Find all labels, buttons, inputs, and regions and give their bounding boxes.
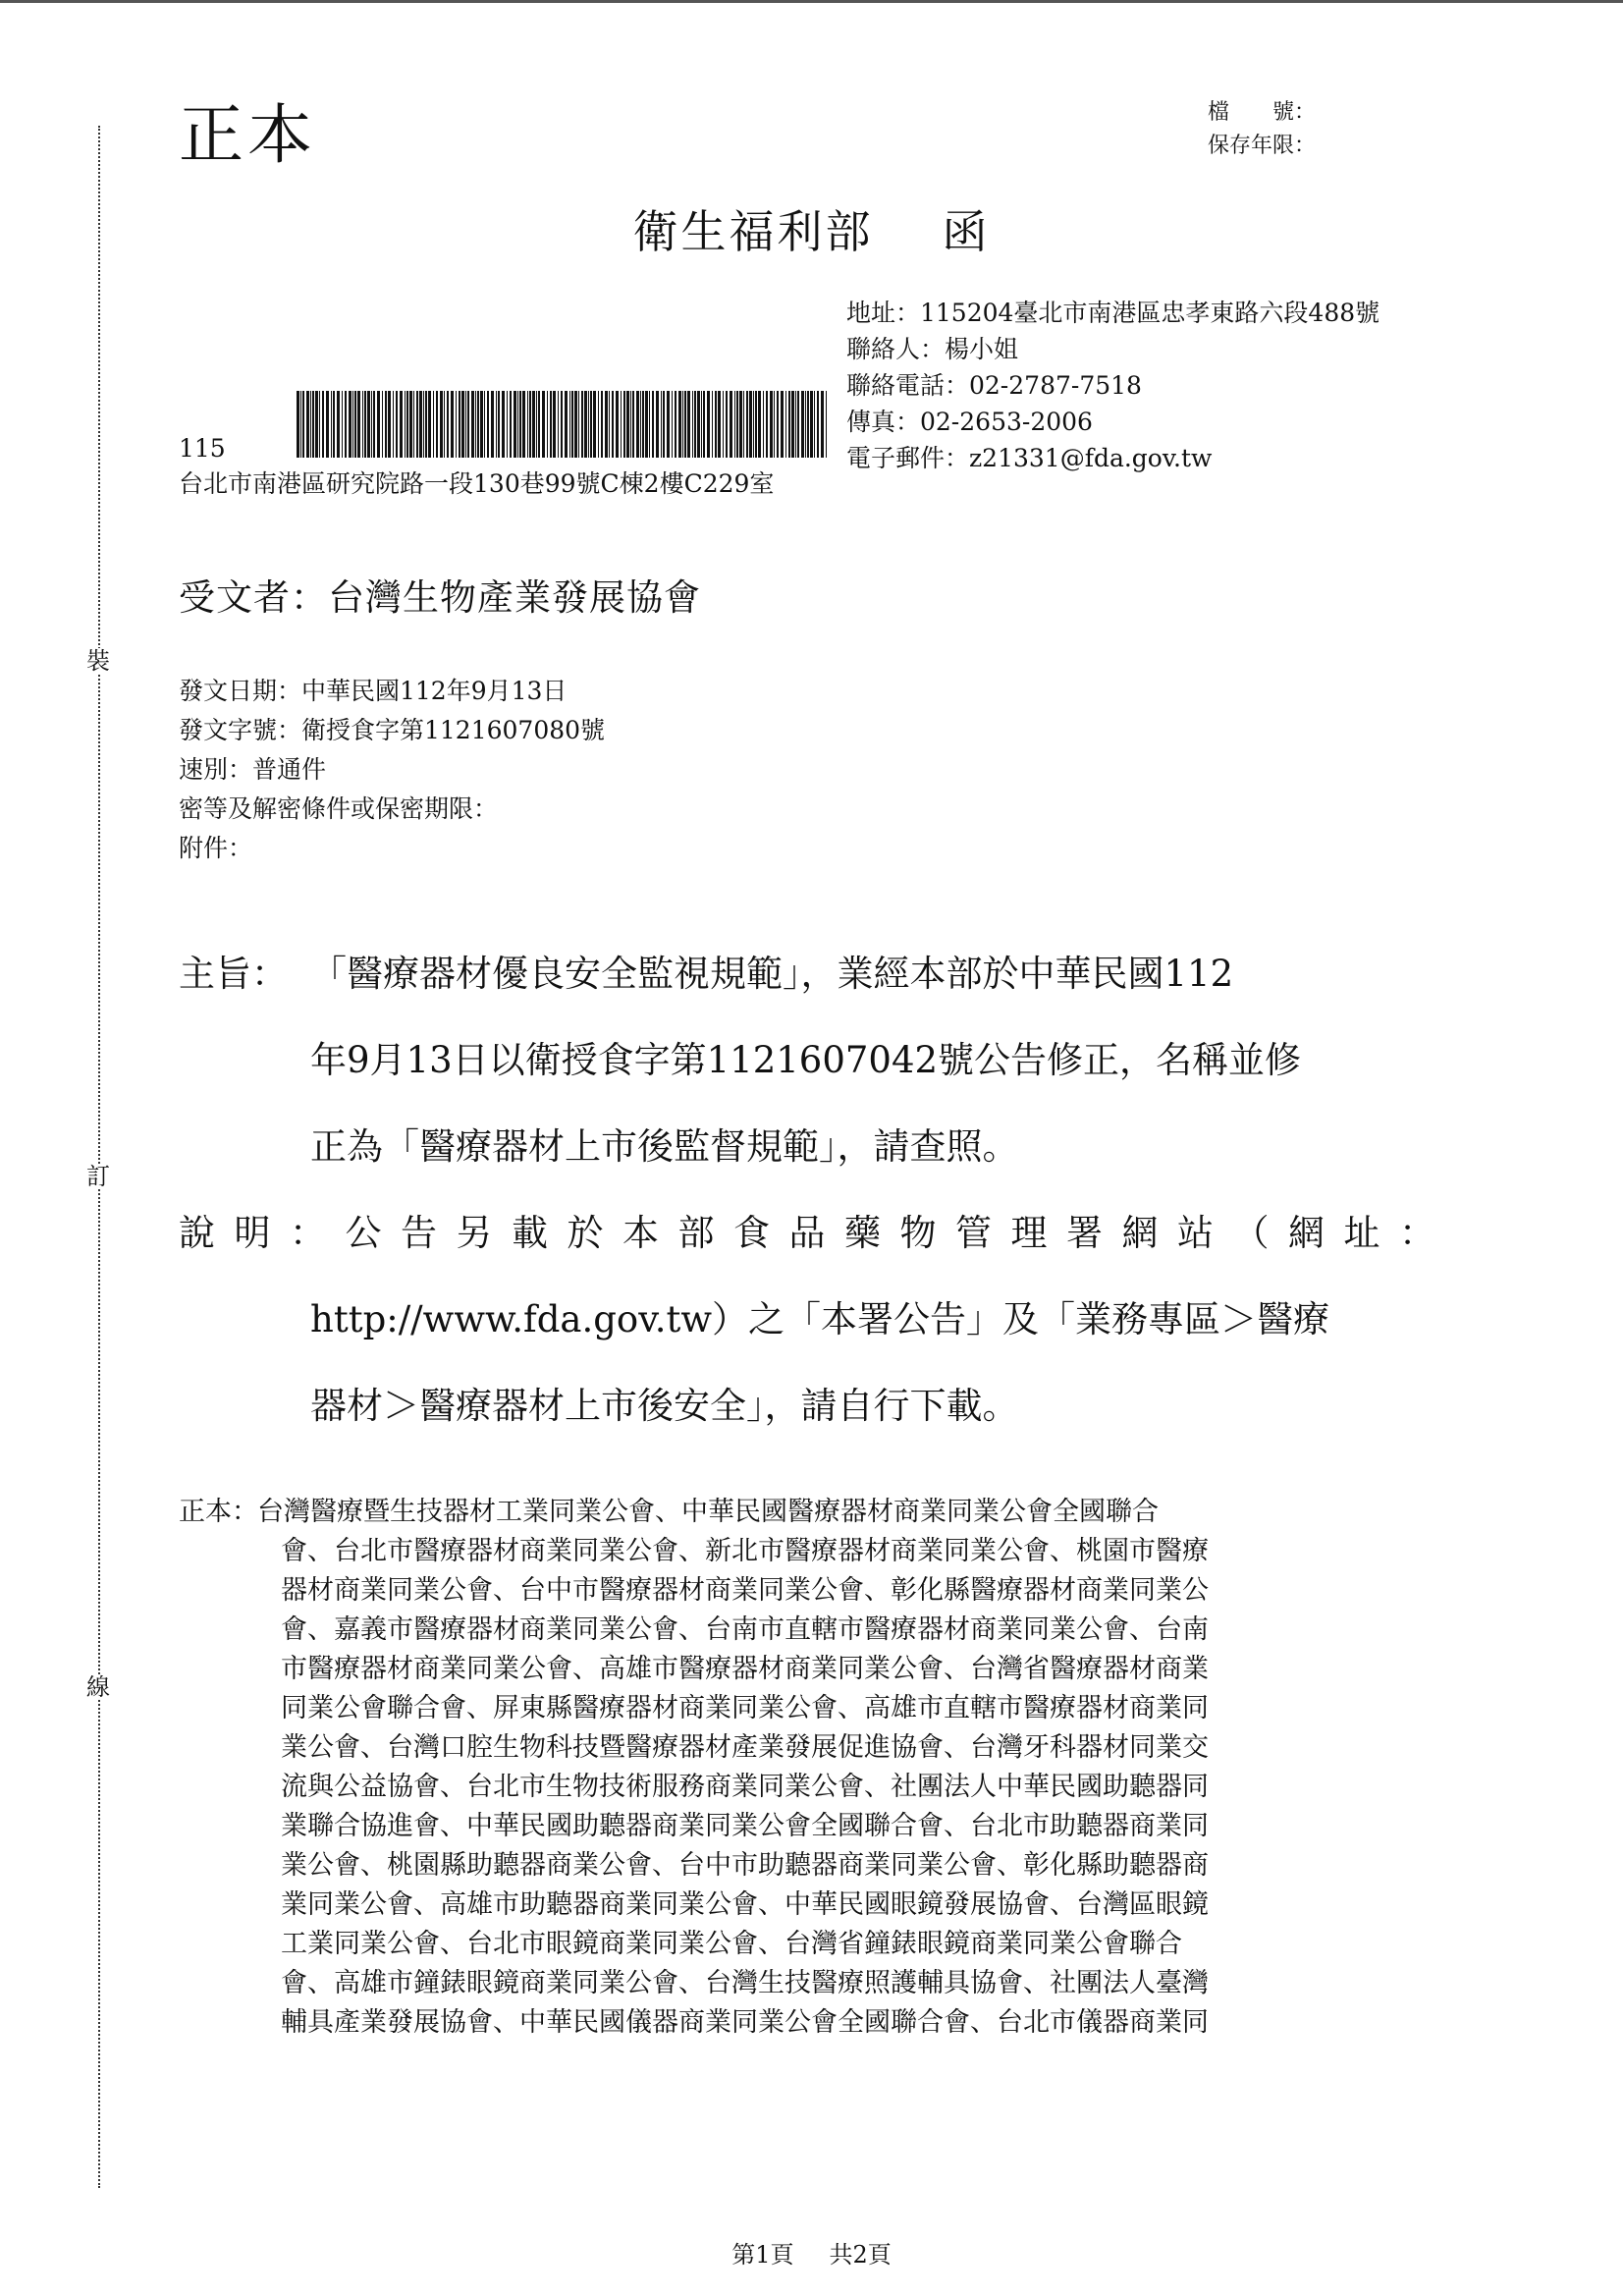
barcode-bar: [678, 391, 681, 458]
cc-line: 流與公益協會、台北市生物技術服務商業同業公會、社團法人中華民國助聽器同: [281, 1772, 1209, 1802]
explanation-char: 網: [1288, 1212, 1325, 1254]
file-number-label: 檔 號：: [1208, 100, 1317, 125]
barcode-bar: [456, 391, 457, 458]
barcode-bar: [807, 391, 809, 458]
sender-contact-block: [846, 295, 1380, 476]
recipient-address: 台北市南港區研究院路一段130巷99號C棟2樓C229室: [179, 469, 775, 498]
barcode-bar: [413, 391, 414, 458]
barcode-bar: [701, 391, 702, 458]
barcode-bar: [451, 391, 454, 458]
contact-phone: 聯絡電話：02-2787-7518: [846, 371, 1142, 400]
barcode-bar: [774, 391, 775, 458]
barcode-bar: [569, 391, 570, 458]
sender-address: 地址：115204臺北市南港區忠孝東路六段488號: [846, 299, 1380, 327]
barcode-bar: [726, 391, 728, 458]
barcode-bar: [588, 391, 589, 458]
page-total: 共2頁: [829, 2241, 892, 2269]
barcode-bar: [558, 391, 559, 458]
explanation-char: 站: [1177, 1212, 1214, 1254]
barcode-bar: [574, 391, 577, 458]
barcode-bar: [496, 391, 497, 458]
barcode-bar: [598, 391, 599, 458]
barcode-bar: [821, 391, 824, 458]
barcode-bar: [310, 391, 311, 458]
subject-paragraph: [179, 931, 1455, 1190]
barcode-bar: [667, 391, 670, 458]
cc-line: 同業公會聯合會、屏東縣醫療器材商業同業公會、高雄市直轄市醫療器材商業同: [281, 1693, 1209, 1723]
barcode-bar: [743, 391, 744, 458]
barcode-bar: [640, 391, 641, 458]
barcode-bar: [645, 391, 648, 458]
document-meta: [179, 672, 605, 868]
barcode-bar: [791, 391, 794, 458]
binding-line: [98, 126, 100, 2188]
explanation-char: 於: [567, 1212, 604, 1254]
barcode-bar: [352, 391, 353, 458]
barcode-bar: [364, 391, 366, 458]
explanation-label-char: 說: [179, 1212, 215, 1254]
contact-fax: 傳真：02-2653-2006: [846, 408, 1093, 436]
cc-line: 會、台北市醫療器材商業同業公會、新北市醫療器材商業同業公會、桃園市醫療: [281, 1536, 1209, 1566]
barcode-bar: [715, 391, 717, 458]
barcode-bar: [649, 391, 650, 458]
barcode-bar: [333, 391, 335, 458]
barcode-bar: [475, 391, 476, 458]
barcode-bar: [697, 391, 700, 458]
top-edge-line: [0, 0, 1623, 3]
barcode-bar: [326, 391, 329, 458]
barcode-bar: [542, 391, 545, 458]
explanation-char: 藥: [844, 1212, 881, 1254]
barcode-bar: [319, 391, 320, 458]
document-number: 發文字號：衛授食字第1121607080號: [179, 716, 606, 744]
contact-email: 電子郵件：z21331@fda.gov.tw: [846, 444, 1213, 472]
binding-mark-xian: 線: [86, 1673, 110, 1701]
barcode-bar: [763, 391, 764, 458]
barcode-bar: [736, 391, 738, 458]
explanation-char: 公: [345, 1212, 382, 1254]
barcode-bar: [682, 391, 683, 458]
barcode-bar: [810, 391, 813, 458]
barcode-bar: [396, 391, 398, 458]
barcode-bar: [367, 391, 370, 458]
barcode-bar: [371, 391, 372, 458]
barcode-bar: [684, 391, 686, 458]
delivery-speed: 速別：普通件: [179, 755, 327, 784]
barcode-bar: [423, 391, 424, 458]
barcode-bar: [642, 391, 644, 458]
barcode-bar: [707, 391, 710, 458]
barcode-bar: [612, 391, 614, 458]
subject-line: 正為「醫療器材上市後監督規範」，請查照。: [310, 1125, 1019, 1168]
barcode-bar: [565, 391, 568, 458]
explanation-char: 食: [733, 1212, 770, 1254]
recipient-zip: 115: [179, 434, 226, 463]
explanation-paragraph: [179, 1190, 1455, 1449]
explanation-char: 載: [512, 1212, 548, 1254]
cc-recipients: [179, 1493, 1455, 2043]
barcode-bar: [373, 391, 375, 458]
explanation-first-line: [179, 1190, 1435, 1277]
barcode-bar: [590, 391, 592, 458]
barcode-bar: [730, 391, 732, 458]
barcode-bar: [632, 391, 634, 458]
explanation-char: 另: [456, 1212, 493, 1254]
subject-line: 「醫療器材優良安全監視規範」，業經本部於中華民國112: [310, 953, 1234, 995]
barcode-bar: [337, 391, 340, 458]
barcode-bar: [826, 391, 827, 458]
barcode-bar: [529, 391, 531, 458]
barcode-bar: [571, 391, 573, 458]
explanation-char: 告: [401, 1212, 437, 1254]
barcode-bar: [416, 391, 418, 458]
barcode-bar: [601, 391, 603, 458]
barcode-bar: [459, 391, 460, 458]
barcode-bar: [605, 391, 608, 458]
barcode-bar: [306, 391, 309, 458]
explanation-char: ：: [1399, 1212, 1435, 1254]
barcode-bar: [315, 391, 318, 458]
barcode-bar: [694, 391, 696, 458]
barcode-bar: [491, 391, 494, 458]
barcode-bar: [498, 391, 500, 458]
barcode-bar: [656, 391, 659, 458]
barcode-bar: [801, 391, 804, 458]
cc-line: 輔具產業發展協會、中華民國儀器商業同業公會全國聯合會、台北市儀器商業同: [281, 2007, 1209, 2038]
barcode-bar: [405, 391, 406, 458]
barcode-bar: [322, 391, 324, 458]
barcode-bar: [661, 391, 662, 458]
letter-title: [0, 196, 1623, 261]
explanation-line: 器材＞醫療器材上市後安全」，請自行下載。: [310, 1385, 1019, 1427]
cc-line: 業同業公會、高雄市助聽器商業同業公會、中華民國眼鏡發展協會、台灣區眼鏡: [281, 1889, 1209, 1920]
barcode-bar: [345, 391, 347, 458]
barcode-bar: [300, 391, 301, 458]
barcode-bar: [593, 391, 596, 458]
barcode-bar: [626, 391, 629, 458]
barcode-bar: [739, 391, 742, 458]
barcode-bar: [692, 391, 693, 458]
barcode-bar: [814, 391, 815, 458]
cc-line: 業公會、台灣口腔生物科技暨醫療器材產業發展促進協會、台灣牙科器材同業交: [281, 1732, 1209, 1763]
file-meta: [1208, 96, 1316, 163]
barcode-bar: [385, 391, 387, 458]
binding-mark-ding: 訂: [86, 1163, 110, 1190]
issue-date: 發文日期：中華民國112年9月13日: [179, 677, 568, 705]
binding-mark-zhuang: 裝: [86, 647, 110, 675]
barcode-bar: [578, 391, 579, 458]
explanation-line: http://www.fda.gov.tw）之「本署公告」及「業務專區＞醫療: [310, 1298, 1330, 1340]
postal-barcode: [297, 391, 829, 458]
barcode-bar: [436, 391, 438, 458]
explanation-char: 物: [899, 1212, 937, 1254]
cc-line: 業聯合協進會、中華民國助聽器商業同業公會全國聯合會、台北市助聽器商業同: [281, 1811, 1209, 1841]
barcode-bar: [406, 391, 408, 458]
explanation-char: 網: [1121, 1212, 1159, 1254]
barcode-bar: [297, 391, 299, 458]
barcode-bar: [630, 391, 631, 458]
barcode-bar: [663, 391, 665, 458]
barcode-bar: [703, 391, 705, 458]
recipient: 受文者：台灣生物產業發展協會: [179, 576, 701, 619]
barcode-bar: [382, 391, 383, 458]
barcode-bar: [718, 391, 721, 458]
barcode-bar: [447, 391, 449, 458]
barcode-bar: [510, 391, 512, 458]
barcode-bar: [461, 391, 464, 458]
barcode-bar: [519, 391, 521, 458]
barcode-bar: [766, 391, 768, 458]
original-copy-mark: 正本: [179, 97, 316, 173]
explanation-char: 署: [1066, 1212, 1103, 1254]
barcode-bar: [428, 391, 431, 458]
barcode-bar: [734, 391, 735, 458]
page-number: 第1頁: [731, 2241, 794, 2269]
agency-name: 衛生福利部: [632, 205, 874, 258]
barcode-bar: [514, 391, 516, 458]
barcode-bar: [302, 391, 304, 458]
cc-line: 台灣醫療暨生技器材工業同業公會、中華民國醫療器材商業同業公會全國聯合: [257, 1497, 1159, 1527]
barcode-bar: [817, 391, 819, 458]
contact-person: 聯絡人：楊小姐: [846, 335, 1019, 363]
barcode-bar: [675, 391, 676, 458]
barcode-bar: [400, 391, 403, 458]
explanation-char: （: [1232, 1212, 1270, 1254]
barcode-bar: [312, 391, 314, 458]
attachment: 附件：: [179, 834, 253, 862]
explanation-char: 本: [622, 1212, 659, 1254]
barcode-bar: [532, 391, 535, 458]
barcode-bar: [547, 391, 548, 458]
barcode-bar: [393, 391, 394, 458]
barcode-bar: [342, 391, 343, 458]
barcode-bar: [623, 391, 625, 458]
barcode-bar: [362, 391, 363, 458]
barcode-bar: [687, 391, 690, 458]
barcode-bar: [377, 391, 380, 458]
barcode-bar: [467, 391, 469, 458]
barcode-bar: [805, 391, 806, 458]
barcode-bar: [354, 391, 356, 458]
barcode-bar: [484, 391, 485, 458]
explanation-char: 部: [677, 1212, 715, 1254]
barcode-bar: [785, 391, 786, 458]
cc-line: 會、高雄市鐘錶眼鏡商業同業公會、台灣生技醫療照護輔具協會、社團法人臺灣: [281, 1968, 1209, 1998]
cc-line: 會、嘉義市醫療器材商業同業公會、台南市直轄市醫療器材商業同業公會、台南: [281, 1614, 1209, 1645]
barcode-bar: [550, 391, 552, 458]
barcode-bar: [609, 391, 610, 458]
barcode-bar: [672, 391, 673, 458]
barcode-bar: [584, 391, 587, 458]
barcode-bar: [477, 391, 479, 458]
barcode-bar: [349, 391, 352, 458]
cc-line: 業公會、桃園縣助聽器商業公會、台中市助聽器商業同業公會、彰化縣助聽器商: [281, 1850, 1209, 1881]
barcode-bar: [465, 391, 466, 458]
barcode-bar: [440, 391, 443, 458]
explanation-label-char: ：: [290, 1212, 326, 1254]
barcode-bar: [795, 391, 796, 458]
barcode-bar: [781, 391, 784, 458]
barcode-bar: [487, 391, 489, 458]
barcode-bar: [553, 391, 556, 458]
barcode-bar: [636, 391, 639, 458]
subject-line: 年9月13日以衛授食字第1121607042號公告修正，名稱並修: [310, 1039, 1302, 1081]
barcode-bar: [331, 391, 332, 458]
barcode-bar: [788, 391, 790, 458]
barcode-bar: [357, 391, 360, 458]
explanation-label-char: 明: [234, 1212, 271, 1254]
cc-list: [257, 1493, 1455, 2043]
barcode-bar: [538, 391, 540, 458]
barcode-bar: [507, 391, 508, 458]
barcode-bar: [616, 391, 619, 458]
barcode-bar: [433, 391, 434, 458]
barcode-bar: [581, 391, 583, 458]
explanation-char: 管: [955, 1212, 992, 1254]
barcode-bar: [723, 391, 724, 458]
cc-line: 器材商業同業公會、台中市醫療器材商業同業公會、彰化縣醫療器材商業同業公: [281, 1575, 1209, 1606]
barcode-bar: [770, 391, 773, 458]
barcode-bar: [471, 391, 474, 458]
letter-body: [179, 931, 1455, 1449]
barcode-bar: [536, 391, 537, 458]
barcode-bar: [652, 391, 654, 458]
barcode-bar: [502, 391, 505, 458]
barcode-bar: [409, 391, 412, 458]
explanation-char: 址: [1343, 1212, 1380, 1254]
barcode-bar: [753, 391, 754, 458]
barcode-bar: [388, 391, 391, 458]
subject-label: 主旨：: [179, 953, 288, 995]
barcode-bar: [746, 391, 748, 458]
barcode-bar: [797, 391, 799, 458]
barcode-bar: [712, 391, 713, 458]
explanation-char: 品: [788, 1212, 826, 1254]
barcode-bar: [517, 391, 518, 458]
letter-type: 函: [942, 205, 991, 258]
explanation-char: 理: [1010, 1212, 1048, 1254]
barcode-bar: [758, 391, 761, 458]
cc-label: 正本：: [179, 1497, 258, 1527]
cc-line: 工業同業公會、台北市眼鏡商業同業公會、台灣省鐘錶眼鏡商業同業公會聯合: [281, 1929, 1182, 1959]
barcode-bar: [561, 391, 563, 458]
barcode-bar: [755, 391, 757, 458]
barcode-bar: [621, 391, 622, 458]
retention-period-label: 保存年限：: [1208, 134, 1317, 158]
page-footer: [0, 2235, 1623, 2269]
cc-line: 市醫療器材商業同業公會、高雄市醫療器材商業同業公會、台灣省醫療器材商業: [281, 1654, 1209, 1684]
barcode-bar: [444, 391, 445, 458]
barcode-bar: [480, 391, 483, 458]
secrecy-level: 密等及解密條件或保密期限：: [179, 794, 499, 823]
barcode-bar: [425, 391, 427, 458]
barcode-bar: [777, 391, 779, 458]
barcode-bar: [749, 391, 752, 458]
barcode-bar: [522, 391, 525, 458]
barcode-bar: [419, 391, 422, 458]
barcode-bar: [527, 391, 528, 458]
